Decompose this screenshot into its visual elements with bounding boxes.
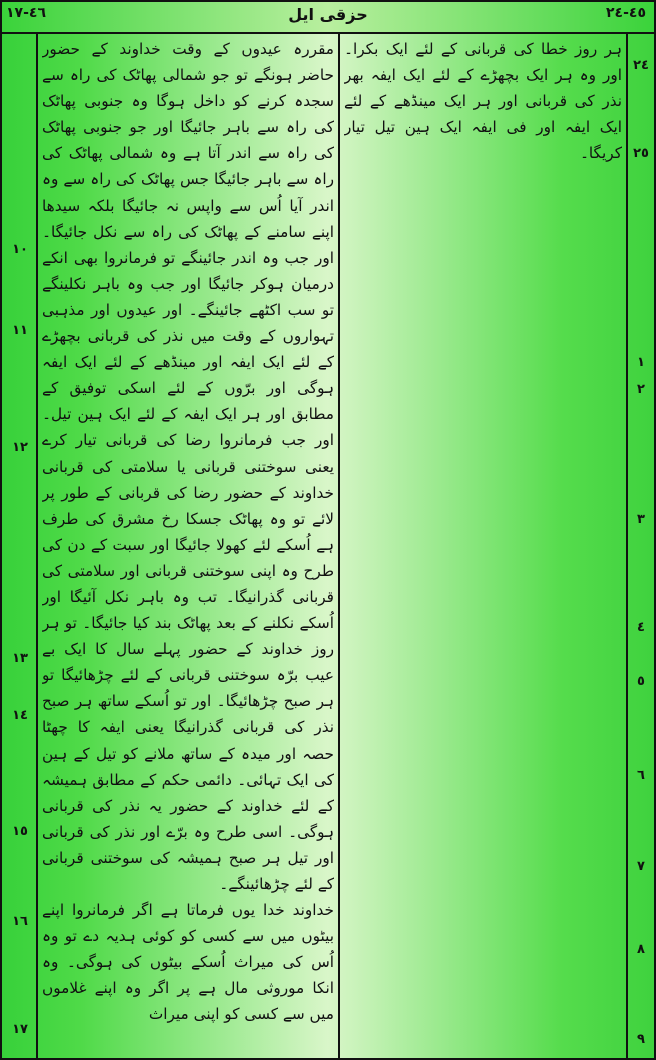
verse-number: ١٦: [12, 914, 28, 929]
left-page-reference: ٤٦-١٧: [6, 5, 46, 21]
verse-number: ١٥: [12, 824, 28, 839]
right-text-column: [344, 36, 622, 1054]
verse-number: ٧: [637, 859, 645, 874]
right-margin-divider: [626, 32, 628, 1058]
verse-number: ٦: [637, 768, 645, 783]
verse-number: ١٤: [12, 708, 28, 723]
verse-number: ١: [637, 355, 645, 370]
verse-number: ٢: [637, 382, 645, 397]
verse-number: ٢٤: [633, 58, 649, 73]
book-title: حزقی ایل: [288, 5, 368, 24]
verse-number: ١٣: [12, 651, 28, 666]
verse-number: ١٠: [12, 242, 28, 257]
left-column-paragraph: مقررہ عیدوں کے وقت خداوند کے حضور حاضر ہونگے تو جو شمالی پھاٹک کی راہ سے سجدہ کرنے کو داخل ہوگا وہ جنوبی پھاٹک کی راہ سے باہر جائیگا اور جو جنوبی پھاٹک کی راہ سے اندر آتا ہے وہ شمالی پھاٹک کی راہ سے باہر جائیگا جس پھاٹک کی راہ سے وہ اندر آیا اُس سے واپس نہ جائیگا بلکہ سیدھا اپنے سامنے کے پھاٹک کی راہ سے نکل جائیگا۔ اور جب وہ اندر جائینگے تو فرمانروا بھی انکے درمیان ہوکر جائیگا اور جب وہ باہر نکلینگے تو سب اکٹھے جائینگے۔ اور عیدوں اور مذہبی تہواروں کے وقت میں نذر کی قربانی بچھڑے کے لئے ایک ایفہ اور مینڈھے کے لئے ایک ایفہ ہوگی اور برّوں کے لئے اسکی توفیق کے مطابق اور ہر ایک ایفہ کے لئے ایک ہین تیل۔ اور جب فرمانروا رضا کی قربانی تیار کرے یعنی سوختنی قربانی یا سلامتی کی قربانی خداوند کے حضور رضا کی قربانی کے طور پر لائے تو وہ پھاٹک جسکا رخ مشرق کی طرف ہے اُسکے لئے کھولا جائیگا اور سبت کے دن کی طرح وہ اپنی سوختنی قربانی اور سلامتی کی قربانی گذرانیگا۔ تب وہ باہر نکل آئیگا اور اُسکے نکلنے کے بعد پھاٹک بند کیا جائیگا۔ تو ہر روز خداوند کے حضور پہلے سال کا ایک بے عیب برّہ سوختنی قربانی کے لئے چڑھائیگا تو ہر صبح چڑھائیگا۔ اور تو اُسکے ساتھ ہر صبح نذر کی قربانی گذرانیگا یعنی ایفہ کا چھٹا حصہ اور میدہ کے ساتھ ملانے کو تیل کے ہین کی ایک تہائی۔ دائمی حکم کے مطابق ہمیشہ کے لئے خداوند کے حضور یہ نذر کی قربانی ہوگی۔ اسی طرح وہ برّے اور نذر کی قربانی اور تیل ہر صبح ہمیشہ کی سوختنی قربانی کے لئے چڑھائینگے۔: [42, 40, 334, 893]
verse-number: ٢٥: [633, 146, 649, 161]
verse-number: ٥: [637, 674, 645, 689]
verse-number: ٤: [637, 620, 645, 635]
left-margin-divider: [36, 32, 38, 1058]
page-header: [2, 2, 654, 34]
verse-number: ١٢: [12, 440, 28, 455]
center-column-divider: [338, 32, 340, 1058]
verse-number: ١٧: [12, 1022, 28, 1037]
right-page-reference: ٤٥-٢٤: [606, 5, 646, 21]
left-text-column: [42, 36, 334, 1054]
verse-number: ٩: [637, 1032, 645, 1047]
right-column-paragraph: ہر روز خطا کی قربانی کے لئے ایک بکرا۔ اور وہ ہر ایک بچھڑے کے لئے ایک ایفہ بھر نذر کی قربانی اور ہر ایک مینڈھے کے لئے ایک ایفہ اور فی ایفہ ایک ہین تیل تیار کریگا۔: [344, 40, 622, 163]
verse-number: ٣: [637, 512, 645, 527]
verse-number: ١١: [12, 323, 28, 338]
verse-number: ٨: [637, 942, 645, 957]
left-column-paragraph: خداوند خدا یوں فرماتا ہے اگر فرمانروا اپنے بیٹوں میں سے کسی کو کوئی ہدیہ دے تو وہ اُس کی میراث اُسکے بیٹوں کی ہوگی۔ وہ انکا موروثی مال ہے پر اگر وہ اپنے غلاموں میں سے کسی کو اپنی میراث: [42, 901, 334, 1024]
